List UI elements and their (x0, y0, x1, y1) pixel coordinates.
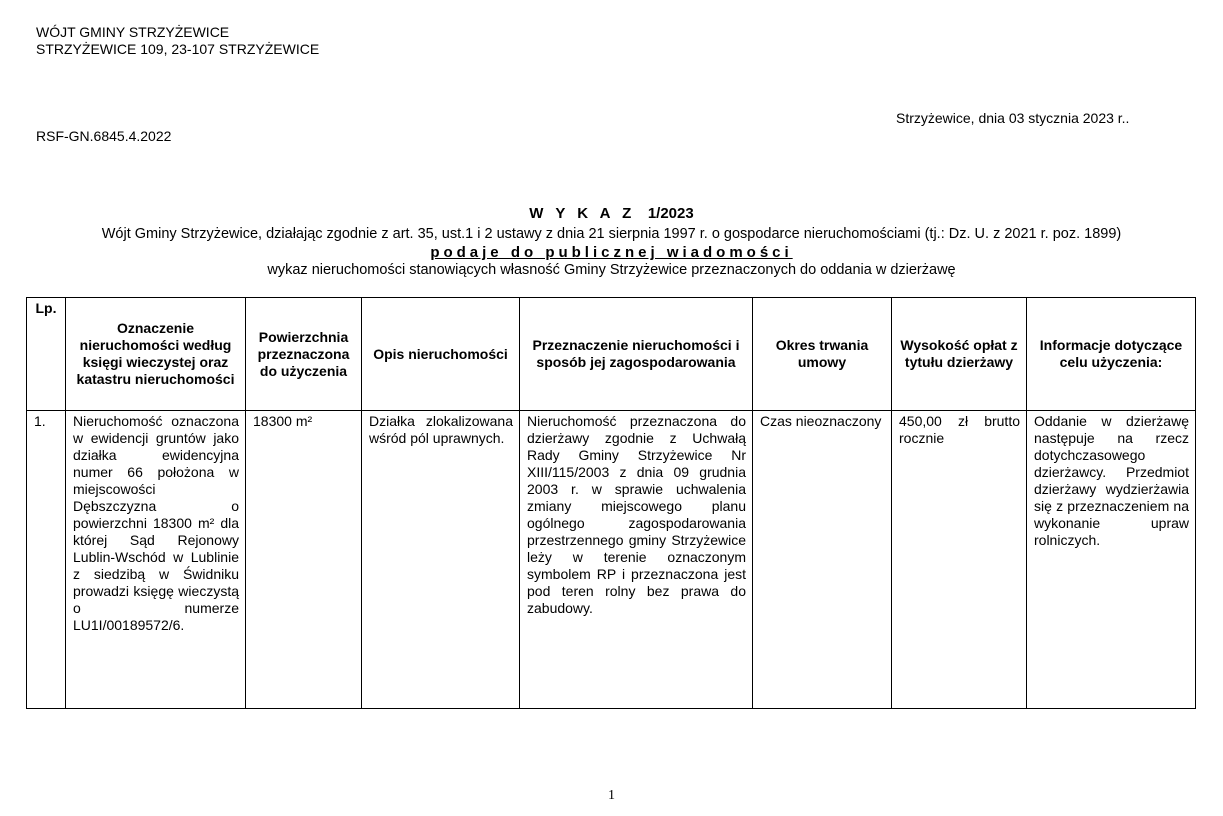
header-przeznaczenie: Przeznaczenie nieruchomości i sposób jej zagospodarowania (520, 298, 753, 411)
cell-okres: Czas nieoznaczony (753, 411, 892, 709)
header-oplaty: Wysokość opłat z tytułu dzierżawy (892, 298, 1027, 411)
cell-oznaczenie: Nieruchomość oznaczona w ewidencji gruntów jako działka ewidencyjna numer 66 położona w miejscowości Dębszczyzna o powierzchni 18300 m² dla której Sąd Rejonowy Lublin-Wschód w Lublinie z siedzibą w Świdniku prowadzi księgę wieczystą o numerze LU1I/00189572/6. (66, 411, 246, 709)
table-header-row (27, 298, 1196, 411)
header-lp: Lp. (27, 298, 66, 411)
cell-przeznaczenie: Nieruchomość przeznaczona do dzierżawy zgodnie z Uchwałą Rady Gminy Strzyżewice Nr XIII/115/2003 z dnia 09 grudnia 2003 r. w sprawie uchwalenia zmiany miejscowego planu ogólnego zagospodarowania przestrzennego gminy Strzyżewice leży w terenie oznaczonym symbolem RP i przeznaczona jest pod teren rolny bez prawa do zabudowy. (520, 411, 753, 709)
cell-opis: Działka zlokalizowana wśród pól uprawnych. (362, 411, 520, 709)
announcement: podaje do publicznej wiadomości (430, 244, 793, 261)
authority-name: WÓJT GMINY STRZYŻEWICE (36, 24, 230, 40)
title-word: W Y K A Z (529, 205, 636, 222)
header-okres: Okres trwania umowy (753, 298, 892, 411)
header-oznaczenie: Oznaczenie nieruchomości według księgi wieczystej oraz katastru nieruchomości (66, 298, 246, 411)
legal-basis: Wójt Gminy Strzyżewice, działając zgodnie z art. 35, ust.1 i 2 ustawy z dnia 21 sierpnia 1997 r. o gospodarce nieruchomościami (tj.: Dz. U. z 2021 r. poz. 1899) (101, 226, 1122, 242)
place-date: Strzyżewice, dnia 03 stycznia 2023 r.. (896, 110, 1130, 126)
title-number: 1/2023 (647, 205, 694, 222)
cell-powierzchnia: 18300 m² (246, 411, 362, 709)
header-informacje: Informacje dotyczące celu użyczenia: (1027, 298, 1196, 411)
table-row (27, 411, 1196, 709)
cell-oplaty: 450,00 zł brutto rocznie (892, 411, 1027, 709)
document-subtitle: wykaz nieruchomości stanowiących własność Gminy Strzyżewice przeznaczonych do oddania w dzierżawę (267, 262, 956, 278)
document-title (0, 205, 1223, 222)
authority-address: STRZYŻEWICE 109, 23-107 STRZYŻEWICE (36, 41, 320, 57)
page-number: 1 (608, 788, 615, 803)
header-opis: Opis nieruchomości (362, 298, 520, 411)
header-powierzchnia: Powierzchnia przeznaczona do użyczenia (246, 298, 362, 411)
case-reference: RSF-GN.6845.4.2022 (36, 128, 172, 144)
property-table (26, 297, 1196, 709)
cell-lp: 1. (27, 411, 66, 709)
cell-informacje: Oddanie w dzierżawę następuje na rzecz dotychczasowego dzierżawcy. Przedmiot dzierżawy wydzierżawia się z przeznaczeniem na wykonanie upraw rolniczych. (1027, 411, 1196, 709)
authority-header (36, 24, 319, 58)
